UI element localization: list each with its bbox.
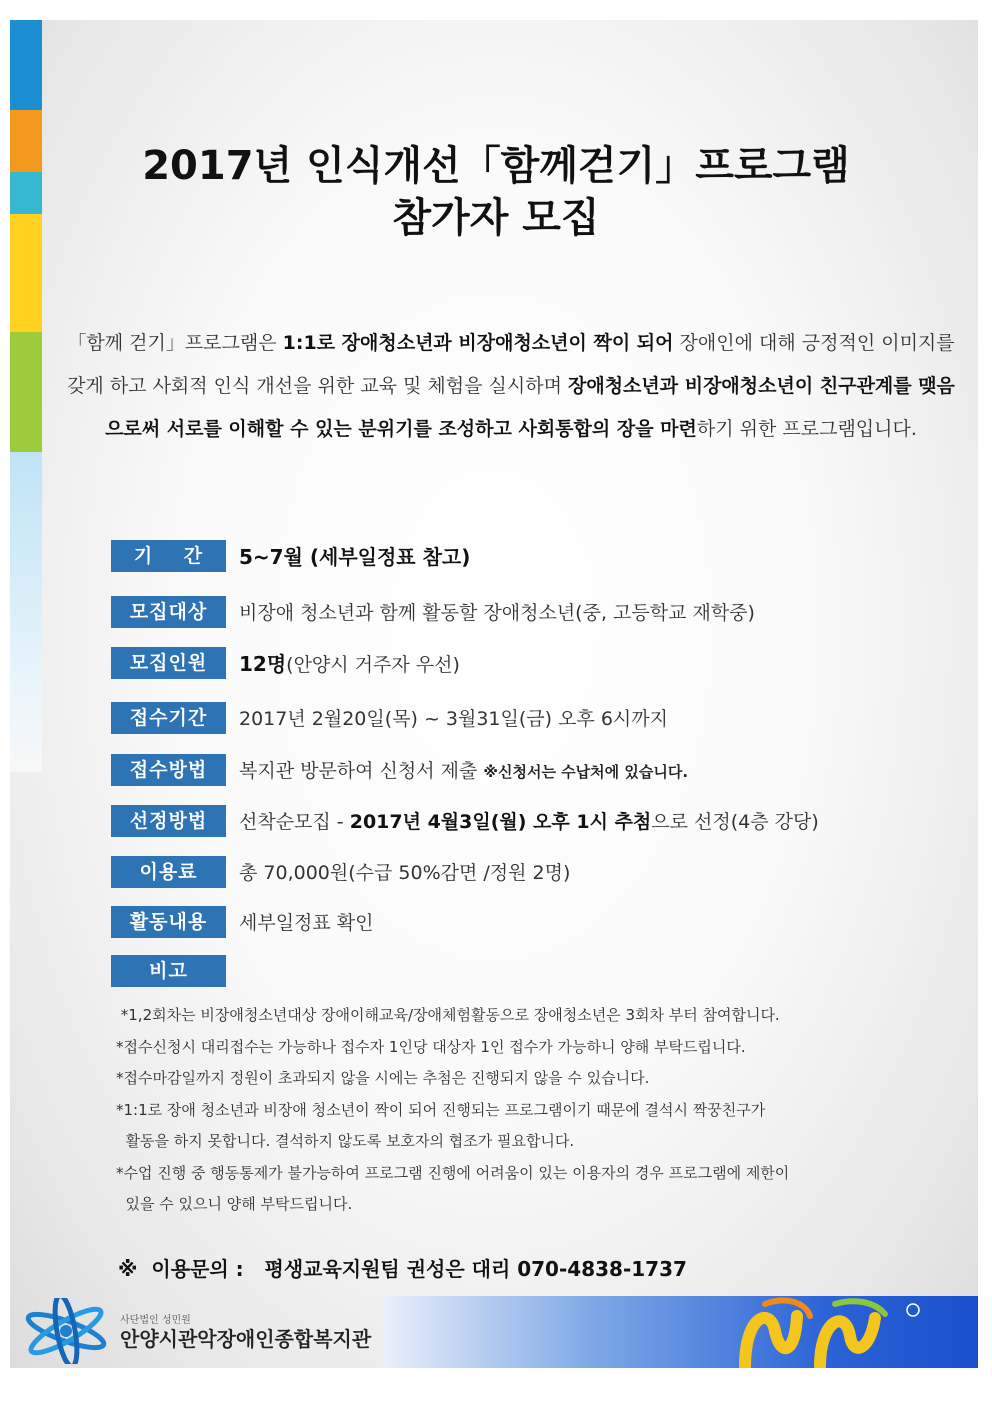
selection-bold: 2017년 4월3일(월) 오후 1시 추첨 xyxy=(349,811,652,833)
selection-post: 으로 선정(4층 강당) xyxy=(651,811,819,833)
method-note: ※신청서는 수납처에 있습니다. xyxy=(483,763,689,781)
note-4: *1:1로 장애 청소년과 비장애 청소년이 짝이 되어 진행되는 프로그램이기 때문에 결석시 짝꿍친구가 xyxy=(116,1100,766,1119)
fee-value: 총 70,000원(수급 50%감면 /정원 2명) xyxy=(239,862,571,884)
count-text: (안양시 거주자 우선) xyxy=(286,654,460,676)
activity-label: 활동내용 xyxy=(111,906,226,938)
target-value: 비장애 청소년과 함께 활동할 장애청소년(중, 고등학교 재학중) xyxy=(239,602,755,624)
note-4-continued: 활동을 하지 못합니다. 결석하지 않도록 보호자의 협조가 필요합니다. xyxy=(116,1132,575,1150)
note-5-continued: 있을 수 있으니 양해 부탁드립니다. xyxy=(116,1195,353,1213)
selection-value xyxy=(239,807,819,837)
organization-parent-name: 사단법인 성민원 xyxy=(120,1315,191,1326)
intro-text-2: 장애인에 대해 긍정적인 이미지를 갖게 하고 사회적 인식 개선을 위한 교육 및 체험을 실시하며 xyxy=(67,332,955,397)
selection-pre: 선착순모집 - xyxy=(239,811,350,833)
remarks-notes xyxy=(116,1000,876,1221)
target-label: 모집대상 xyxy=(111,596,226,628)
title-line-1: 2017년 인식개선「함께걷기」프로그램 xyxy=(142,143,850,189)
color-stripe-blue xyxy=(10,20,42,110)
organization-logo-icon xyxy=(20,1298,112,1364)
note-5: *수업 진행 중 행동통제가 불가능하여 프로그램 진행에 어려움이 있는 이용자의 경우 프로그램에 제한이 xyxy=(116,1163,790,1182)
intro-text-1: 「함께 걷기」프로그램은 xyxy=(67,332,283,354)
title-line-2: 참가자 모집 xyxy=(392,195,600,241)
activity-value: 세부일정표 확인 xyxy=(239,912,374,934)
count-label: 모집인원 xyxy=(111,647,226,679)
fee-label: 이용료 xyxy=(111,856,226,888)
intro-paragraph xyxy=(66,322,956,451)
count-bold: 12명 xyxy=(239,652,287,676)
period-label: 기 간 xyxy=(111,540,226,572)
intro-bold-2: 장애청소년과 비장애청소년이 친구관계를 맺음으로써 서로를 이해할 수 있는 분위기를 조성하고 사회통합의 장을 마련 xyxy=(105,375,955,440)
decorative-emblem-icon xyxy=(725,1296,925,1368)
method-label: 접수방법 xyxy=(111,754,226,786)
note-1: *1,2회차는 비장애청소년대상 장애이해교육/장애체험활동으로 장애청소년은 3회차 부터 참여합니다. xyxy=(116,1006,780,1024)
remarks-label: 비고 xyxy=(111,955,226,987)
organization-name: 안양시관악장애인종합복지관 xyxy=(120,1327,372,1351)
count-value xyxy=(239,649,460,680)
color-stripe-lightblue xyxy=(10,452,42,772)
method-value xyxy=(239,756,688,787)
note-2: *접수신청시 대리접수는 가능하나 접수자 1인당 대상자 1인 접수가 가능하니 양해 부탁드립니다. xyxy=(116,1037,746,1056)
selection-label: 선정방법 xyxy=(111,805,226,837)
intro-bold-1: 1:1로 장애청소년과 비장애청소년이 짝이 되어 xyxy=(282,332,674,354)
color-stripe-green xyxy=(10,332,42,452)
application-period-label: 접수기간 xyxy=(111,702,226,734)
note-3: *접수마감일까지 정원이 초과되지 않을 시에는 추첨은 진행되지 않을 수 있습니다. xyxy=(116,1069,650,1087)
period-value: 5~7월 (세부일정표 참고) xyxy=(239,545,471,569)
method-text: 복지관 방문하여 신청서 제출 xyxy=(239,760,484,782)
intro-text-3: 하기 위한 프로그램입니다. xyxy=(696,418,917,440)
application-period-value: 2017년 2월20일(목) ~ 3월31일(금) 오후 6시까지 xyxy=(239,708,668,730)
contact-info: ※ 이용문의 : 평생교육지원팀 권성은 대리 070-4838-1737 xyxy=(118,1257,687,1281)
poster-title xyxy=(0,140,992,244)
